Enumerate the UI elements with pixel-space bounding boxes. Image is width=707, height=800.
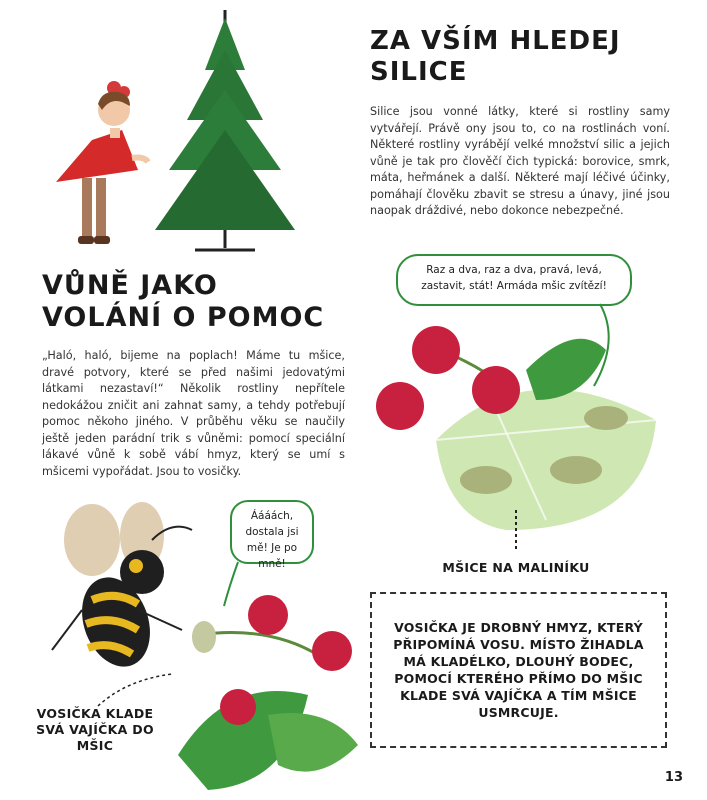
speech-bubble-aphid-victim: Áááách, dostala jsi mě! Je po mně! [230,500,314,564]
fact-box-text: VOSIČKA JE DROBNÝ HMYZ, KTERÝ PŘIPOMÍNÁ VOSU. MÍSTO ŽIHADLA MÁ KLADÉLKO, DLOUHÝ BODEC, POMOCÍ KTERÉHO PŘÍMO DO MŠIC KLADE SVÁ VAJÍČKA A TÍM MŠICE USMRCUJE. [393,620,644,720]
girl-illustration [52,70,152,260]
raspberry-aphids-illustration [376,310,676,550]
spruce-tree-illustration [145,10,305,260]
section-title-vune: VŮNĚ JAKO VOLÁNÍ O POMOC [42,270,325,334]
fact-box [370,592,667,748]
caption-wasp: VOSIČKA KLADE SVÁ VAJÍČKA DO MŠIC [36,706,154,753]
section-title-silice: ZA VŠÍM HLEDEJ SILICE [370,26,621,88]
page-number: 13 [664,770,683,785]
caption-aphids: MŠICE NA MALINÍKU [442,560,590,575]
section-body-vune: „Haló, haló, bijeme na poplach! Máme tu mšice, dravé potvory, které se před našimi jedovatými látkami nezastaví!“ Několik rostliny nepřítele nedokážou zničit ani zahnat samy, a tehdy potřebují pomoc někoho jiného. V průběhu věku se naučily ještě jeden parádní trik s vůněmi: pomocí speciální lákavé vůně k sobě vábí hmyz, který se umí s mšicemi vypořádat. Jsou to vosičky. [42,349,345,478]
speech-bubble-aphids: Raz a dva, raz a dva, pravá, levá, zastavit, stát! Armáda mšic zvítězí! [396,254,632,306]
raspberry-branch-illustration [168,595,368,795]
section-body-silice: Silice jsou vonné látky, které si rostliny samy vytvářejí. Právě ony jsou to, co na rostlinách voní. Některé rostliny vyrábějí velké množství silic a jejich vůně je tak pro člověčí čich typická: borovice, smrk, máta, heřmánek a další. Některé mají léčivé účinky, pomáhají člověku zbavit se stresu a únavy, jiné jsou naopak dráždivé, nebo dokonce nebezpečné. [370,105,670,217]
caption-pointer-wasp [96,670,176,710]
